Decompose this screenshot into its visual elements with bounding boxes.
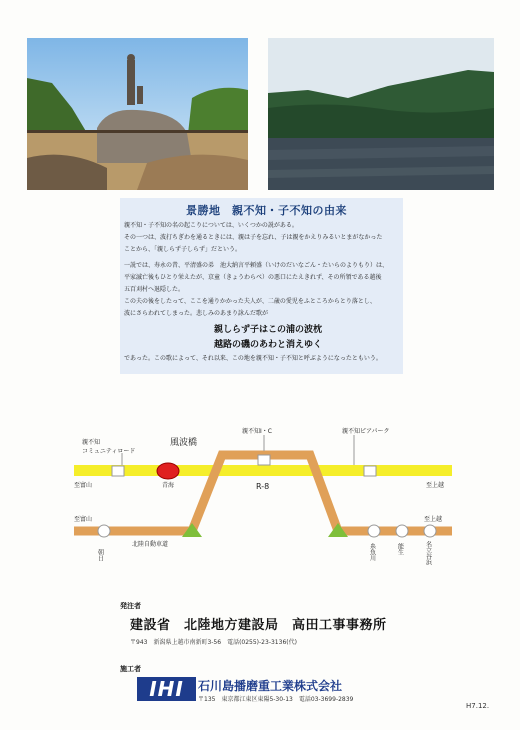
itoigawa-node: [368, 525, 380, 537]
fuhabashi-marker: [157, 463, 179, 479]
to-toyama-label-1: 至富山: [74, 482, 93, 489]
legend-line: 親不知・子不知の名の起こりについては、いくつかの説がある。: [124, 222, 298, 229]
legend-closing: であった。この歌によって、それ以来、この地を親不知・子不知と呼ぶようになったともいう。: [124, 355, 382, 362]
asahi-label: 朝日: [96, 549, 104, 561]
to-joetsu-label-1: 至上越: [426, 482, 445, 489]
orderer-address: 〒943 新潟県上越市南新町3-56 電話(0255)-23-3136(代): [130, 639, 297, 646]
asahi-node: [98, 525, 110, 537]
orderer-label: 発注者: [120, 602, 141, 610]
community-road-label-2: コミュニティロード: [82, 448, 136, 455]
legend-line: その一つは、波打ちぎわを通るときには、親は子を忘れ、子は親をかえりみるいとまがなかった: [124, 234, 383, 241]
ic-node: [258, 455, 270, 465]
community-road-label-1: 親不知: [82, 439, 101, 446]
oumi-label: 青海: [162, 482, 175, 489]
fuhabashi-label: 風波橋: [170, 438, 198, 448]
route-8-road: [74, 465, 452, 476]
nou-label: 能生: [396, 543, 404, 555]
contractor-name: 石川島播磨重工業株式会社: [198, 679, 343, 693]
to-joetsu-label-2: 至上越: [424, 516, 443, 523]
legend-line: 平家滅亡後もひとり栄えたが、京童（きょうわらべ）の悪口にたえきれず、その所領である越後: [124, 274, 382, 281]
r8-label: R-8: [256, 482, 270, 491]
ic-label: 親不知I・C: [242, 428, 272, 435]
community-road-node: [112, 466, 124, 476]
statue-photo: [27, 38, 248, 190]
legend-line: 一説では、寿永の昔、平清盛の弟 池大納言平頼盛（いけのだいなごん・たいらのよりもり）は、: [124, 262, 389, 269]
contractor-address: 〒135 東京都江東区東陽5-30-13 電話03-3699-2839: [198, 696, 354, 703]
piapark-node: [364, 466, 376, 476]
to-toyama-label-2: 至富山: [74, 516, 93, 523]
legend-line: この夫の後をしたって、ここを通りかかった夫人が、二歳の愛児をふところからとり落とし、: [124, 298, 376, 305]
poem-line: 親しらず子はこの浦の波枕: [214, 325, 323, 335]
route-map: [74, 425, 452, 575]
expressway-label: 北陸自動車道: [132, 541, 169, 548]
coastline-photo: [268, 38, 494, 190]
nadachi-label: 名立谷浜: [424, 541, 432, 565]
legend-line: 五百刈村へ退隠した。: [124, 286, 185, 293]
date-code: H7.12.: [466, 702, 490, 710]
poem-line: 越路の磯のあわと消えゆく: [214, 340, 323, 350]
itoigawa-label: 糸魚川: [368, 543, 376, 561]
contractor-label: 施工者: [120, 665, 141, 673]
ihi-logo: IHI: [137, 677, 196, 701]
nou-node: [396, 525, 408, 537]
legend-line: 波にさらわれてしまった。悲しみのあまり詠んだ歌が: [124, 310, 269, 317]
legend-title: 景勝地 親不知・子不知の由来: [186, 204, 347, 217]
piapark-label: 親不知ピアパーク: [342, 428, 390, 435]
legend-line: ことから、「親しらず子しらず」だという。: [124, 246, 242, 253]
nadachi-node: [424, 525, 436, 537]
orderer-name: 建設省 北陸地方建設局 高田工事事務所: [130, 618, 387, 633]
